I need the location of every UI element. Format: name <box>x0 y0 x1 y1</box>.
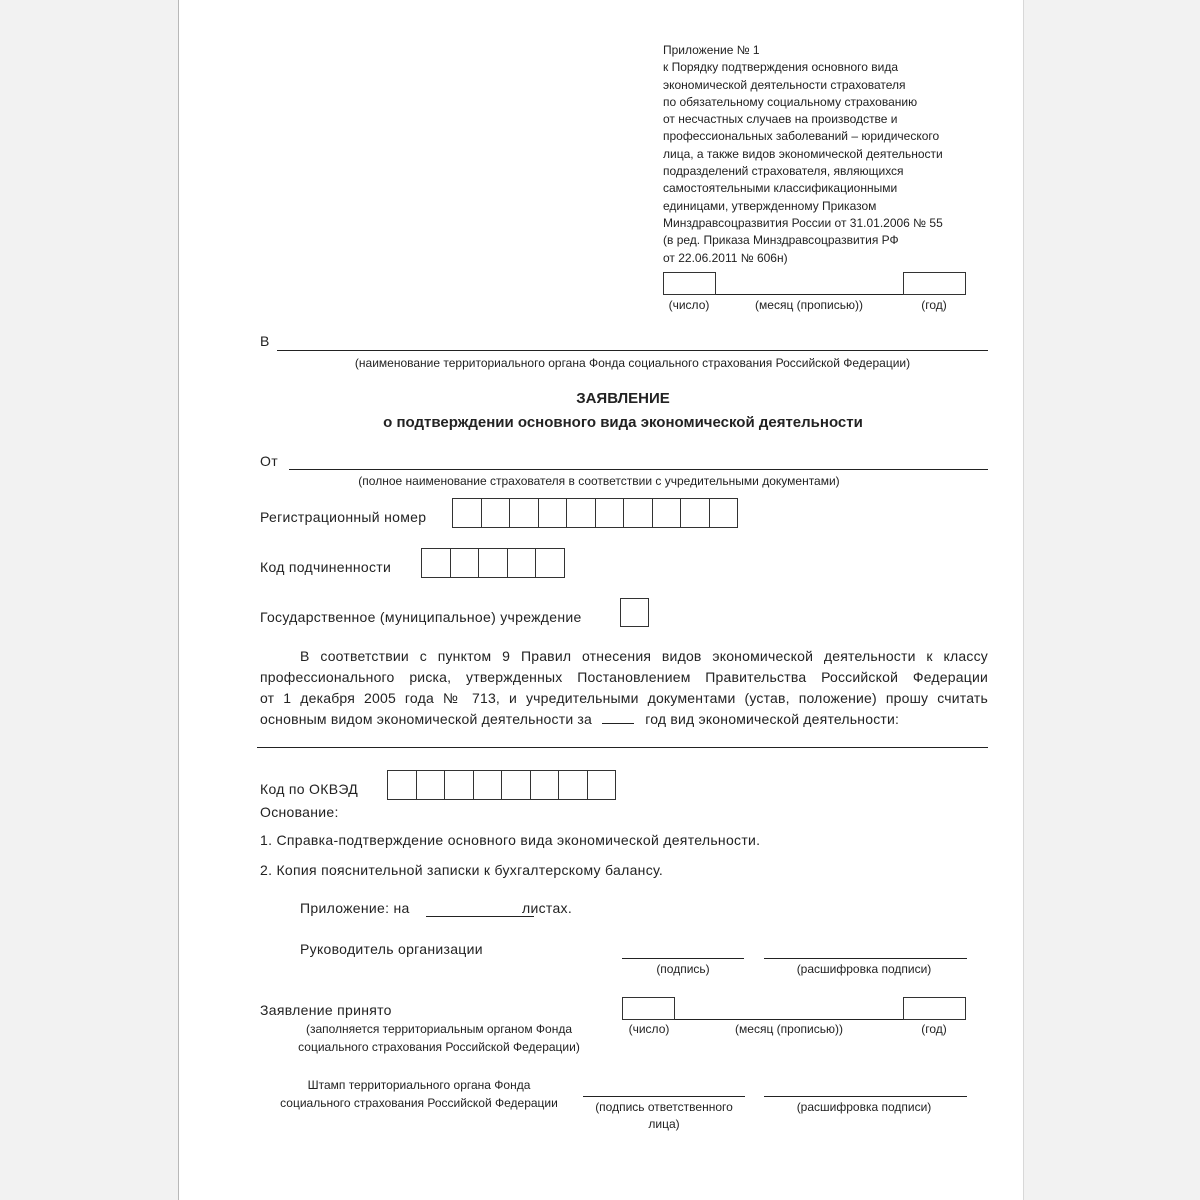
appendix-line: от несчастных случаев на производстве и <box>663 112 898 127</box>
appendix-block <box>663 42 1003 267</box>
date-day-caption: (число) <box>668 298 710 312</box>
reg-number-cells[interactable] <box>452 498 738 528</box>
basis-item-2: 2. Копия пояснительной записки к бухгалтерскому балансу. <box>260 862 664 878</box>
accepted-month-line[interactable] <box>675 1019 903 1020</box>
stamp-label-line-2: социального страхования Российской Федерации <box>280 1096 558 1110</box>
appendix-line: профессиональных заболеваний – юридического <box>663 129 940 144</box>
appendix-line: самостоятельными классификационными <box>663 181 898 196</box>
sub-code-label: Код подчиненности <box>260 559 392 575</box>
date-month-line[interactable] <box>716 294 903 295</box>
appendix-line: по обязательному социальному страхованию <box>663 94 918 109</box>
paragraph-line-1: В соответствии с пунктом 9 Правил отнесения видов экономической деятельности к классу <box>300 648 988 664</box>
date-year-box[interactable] <box>903 272 966 295</box>
stamp-label-line-1: Штамп территориального органа Фонда <box>307 1078 531 1092</box>
state-inst-label: Государственное (муниципальное) учреждение <box>260 609 582 625</box>
accepted-month-caption: (месяц (прописью)) <box>735 1022 843 1036</box>
document-page <box>178 0 1024 1200</box>
from-caption: (полное наименование страхователя в соответствии с учредительными документами) <box>358 474 840 488</box>
appendix-line: к Порядку подтверждения основного вида <box>663 60 899 75</box>
basis-label: Основание: <box>260 804 339 820</box>
appendix-line: подразделений страхователя, являющихся <box>663 164 904 179</box>
appendix-line: Приложение № 1 <box>663 43 760 57</box>
paragraph-line-4b: год вид экономической деятельности: <box>645 711 900 727</box>
to-prefix: В <box>260 333 270 349</box>
document-subtitle: о подтверждении основного вида экономической деятельности <box>383 414 863 431</box>
stamp-sign-caption-line-1: (подпись ответственного <box>595 1100 733 1114</box>
main-paragraph <box>260 646 988 730</box>
paragraph-line-4 <box>260 709 988 730</box>
basis-item-1: 1. Справка-подтверждение основного вида экономической деятельности. <box>260 832 761 848</box>
activity-line[interactable] <box>257 747 988 748</box>
accepted-year-caption: (год) <box>921 1022 947 1036</box>
appendix-line: лица, а также видов экономической деятельности <box>663 146 943 161</box>
head-decode-caption: (расшифровка подписи) <box>796 962 932 976</box>
accepted-day-box[interactable] <box>622 997 675 1020</box>
paragraph-line-4a: основным видом экономической деятельности за <box>260 711 593 727</box>
appendix-line: единицами, утвержденному Приказом <box>663 198 877 213</box>
stamp-sign-caption-line-2: лица) <box>648 1117 680 1131</box>
accepted-label: Заявление принято <box>260 1002 392 1018</box>
to-caption: (наименование территориального органа Фонда социального страхования Российской Федерации) <box>354 356 911 370</box>
appendix-line: от 22.06.2011 № 606н) <box>663 250 788 265</box>
date-day-box[interactable] <box>663 272 716 295</box>
head-label: Руководитель организации <box>300 941 483 957</box>
head-decode-line[interactable] <box>764 958 967 959</box>
appendix-line: (в ред. Приказа Минздравсоцразвития РФ <box>663 233 899 248</box>
date-year-caption: (год) <box>921 298 947 312</box>
reg-number-label: Регистрационный номер <box>260 509 427 525</box>
from-line[interactable] <box>289 469 988 470</box>
sub-code-cells[interactable] <box>421 548 565 578</box>
accepted-note-line-1: (заполняется территориальным органом Фонда <box>305 1022 573 1036</box>
attachment-suffix: листах. <box>522 900 573 916</box>
from-prefix: От <box>260 453 278 469</box>
date-month-caption: (месяц (прописью)) <box>755 298 863 312</box>
accepted-year-box[interactable] <box>903 997 966 1020</box>
paragraph-line-2: профессионального риска, утвержденных Постановлением Правительства Российской Федерации <box>260 669 988 685</box>
attachment-prefix: Приложение: на <box>300 900 410 916</box>
attachment-sheets-line[interactable] <box>426 916 534 917</box>
to-line[interactable] <box>277 350 988 351</box>
accepted-day-caption: (число) <box>628 1022 670 1036</box>
stamp-decode-caption: (расшифровка подписи) <box>796 1100 932 1114</box>
document-title: ЗАЯВЛЕНИЕ <box>576 390 670 407</box>
okved-cells[interactable] <box>387 770 616 800</box>
head-sign-line[interactable] <box>622 958 744 959</box>
stamp-sign-line[interactable] <box>583 1096 745 1097</box>
okved-label: Код по ОКВЭД <box>260 781 359 797</box>
stamp-decode-line[interactable] <box>764 1096 967 1097</box>
year-blank[interactable] <box>602 709 634 724</box>
appendix-line: Минздравсоцразвития России от 31.01.2006 № 55 <box>663 215 943 230</box>
paragraph-line-3: от 1 декабря 2005 года № 713, и учредительными документами (устав, положение) прошу считать <box>260 690 988 706</box>
appendix-line: экономической деятельности страхователя <box>663 77 906 92</box>
state-inst-checkbox[interactable] <box>620 598 649 627</box>
accepted-note-line-2: социального страхования Российской Федерации) <box>298 1040 580 1054</box>
head-sign-caption: (подпись) <box>656 962 710 976</box>
